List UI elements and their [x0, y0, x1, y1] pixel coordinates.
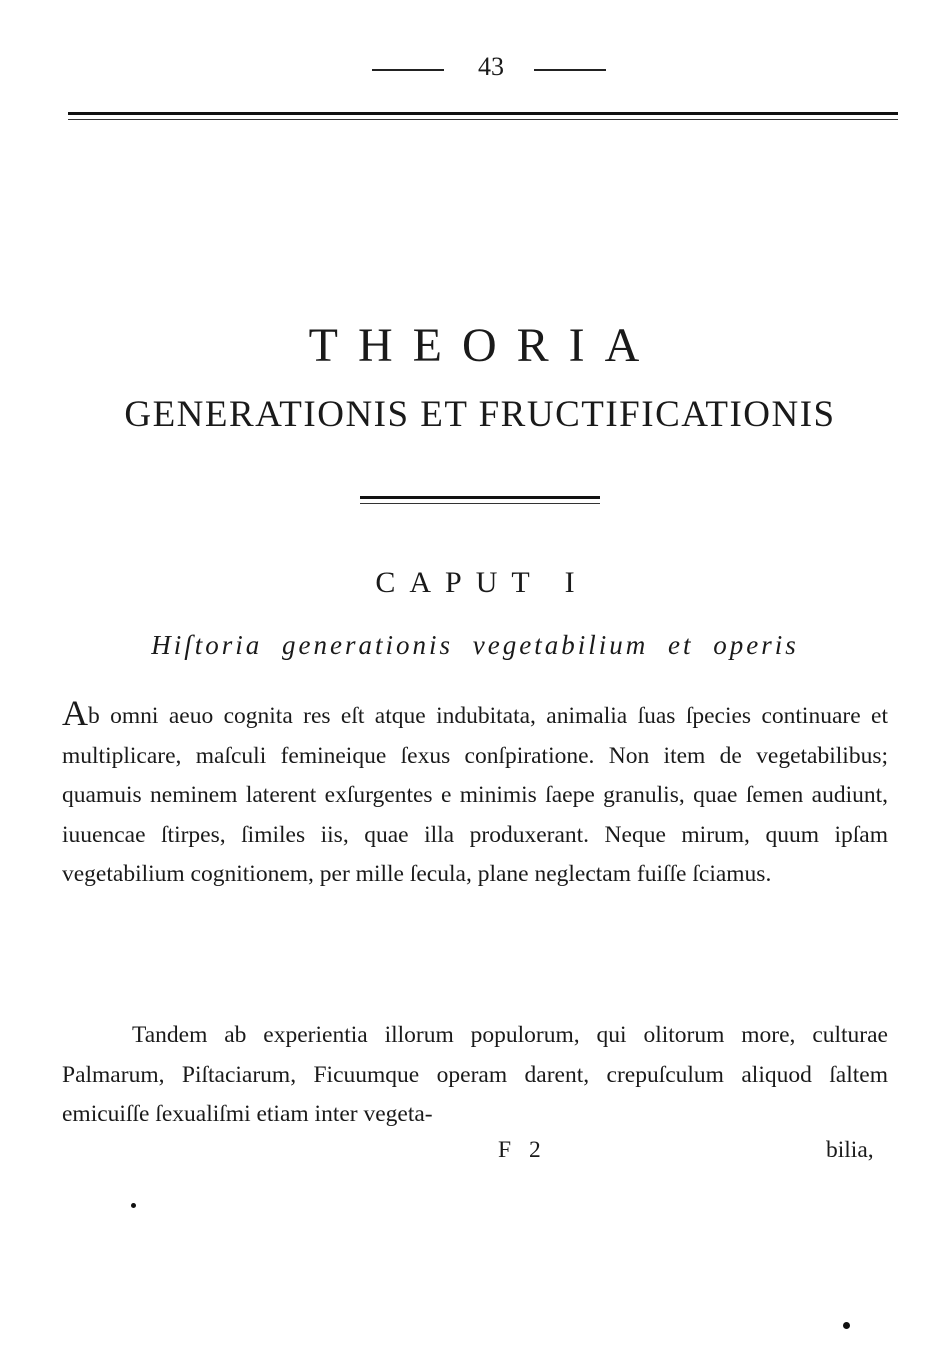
- page-footer: [0, 1137, 950, 1171]
- section-double-rule: [360, 496, 600, 506]
- page-number: 43: [478, 52, 504, 81]
- main-title: THEORIA: [308, 319, 660, 372]
- catchword: bilia,: [826, 1137, 874, 1163]
- header-dash-left: [372, 69, 444, 71]
- signature-mark: F 2: [498, 1137, 547, 1163]
- header-dash-right: [534, 69, 606, 71]
- sub-title: GENERATIONIS ET FRUCTIFICATIONIS: [124, 394, 836, 435]
- paragraph-1-text: b omni aeuo cognita res eſt atque indubitata, animalia ſuas ſpecies continuare et multiplicare, maſculi femineique ſexus conſpiratione. Non item de vegetabilibus; quamuis neminem laterent exſurgentes e minimis ſaepe granulis, quae ſemen audiunt, iuuencae ſtirpes, ſimiles iis, quae illa produxerant. Neque mirum, quum ipſam vegetabilium cognitionem, per mille ſecula, plane neglectam fuiſſe ſciamus.: [62, 703, 888, 887]
- page-header: [0, 52, 950, 88]
- chapter-heading: CAPUT I: [375, 566, 589, 599]
- chapter-subtitle: Hiſtoria generationis vegetabilium et operis: [151, 630, 799, 660]
- drop-cap: A: [62, 693, 88, 733]
- top-double-rule: [68, 112, 898, 122]
- ink-speck: [843, 1322, 850, 1329]
- ink-speck: [131, 1203, 136, 1208]
- paragraph-1: [62, 693, 888, 895]
- paragraph-2: Tandem ab experientia illorum populorum, qui olitorum more, culturae Palmarum, Piſtaciarum, Ficuumque operam darent, crepuſculum aliquod ſaltem emicuiſſe ſexualiſmi etiam inter vegeta-: [62, 1022, 888, 1127]
